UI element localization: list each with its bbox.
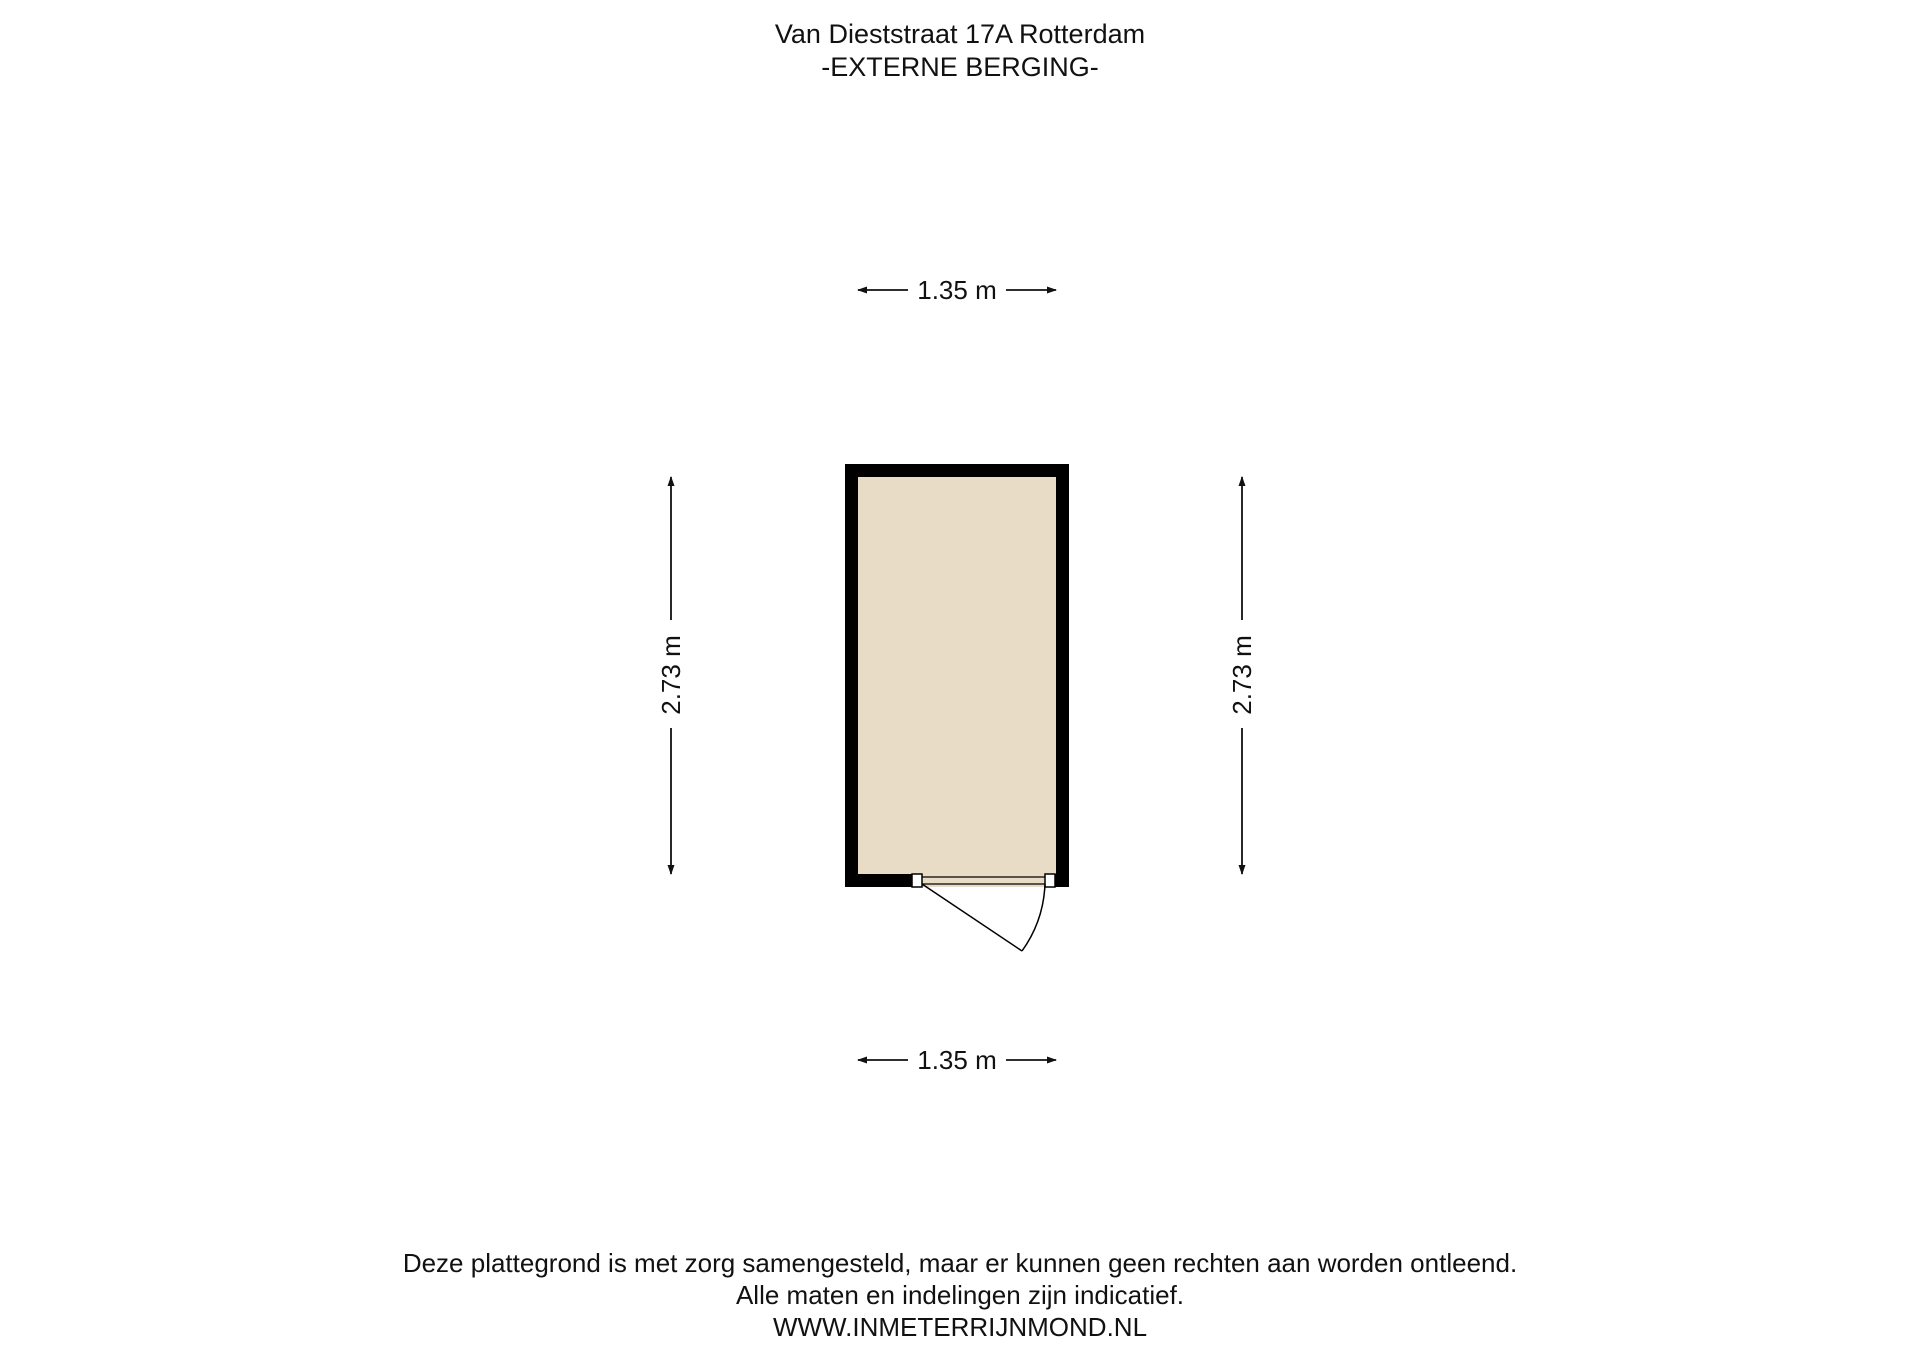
address-title: Van Dieststraat 17A Rotterdam xyxy=(774,19,1146,49)
room-floor xyxy=(858,477,1056,887)
right-height-label: 2.73 m xyxy=(1227,635,1257,715)
indicative-note: Alle maten en indelingen zijn indicatief. xyxy=(735,1280,1185,1310)
website-link[interactable]: WWW.INMETERRIJNMOND.NL xyxy=(772,1312,1148,1342)
left-height-label: 2.73 m xyxy=(656,635,686,715)
bottom-wall-left xyxy=(845,874,912,887)
door-frame-right xyxy=(1045,874,1055,887)
right-height-dimension xyxy=(1227,477,1257,874)
door-swing-arc xyxy=(1022,884,1045,951)
bottom-wall-right xyxy=(1055,874,1069,887)
bottom-width-dimension xyxy=(858,1045,1056,1075)
door-leaf xyxy=(922,884,1022,951)
bottom-width-label: 1.35 m xyxy=(917,1045,997,1075)
top-width-dimension xyxy=(858,275,1056,305)
disclaimer-text: Deze plattegrond is met zorg samengesteld, maar er kunnen geen rechten aan worden ontleend. xyxy=(402,1248,1518,1278)
top-width-label: 1.35 m xyxy=(917,275,997,305)
storage-room xyxy=(845,464,1069,887)
floor-subtitle: -EXTERNE BERGING- xyxy=(821,52,1099,82)
footer xyxy=(0,1247,1920,1343)
door-frame-left xyxy=(912,874,922,887)
left-height-dimension xyxy=(656,477,686,874)
